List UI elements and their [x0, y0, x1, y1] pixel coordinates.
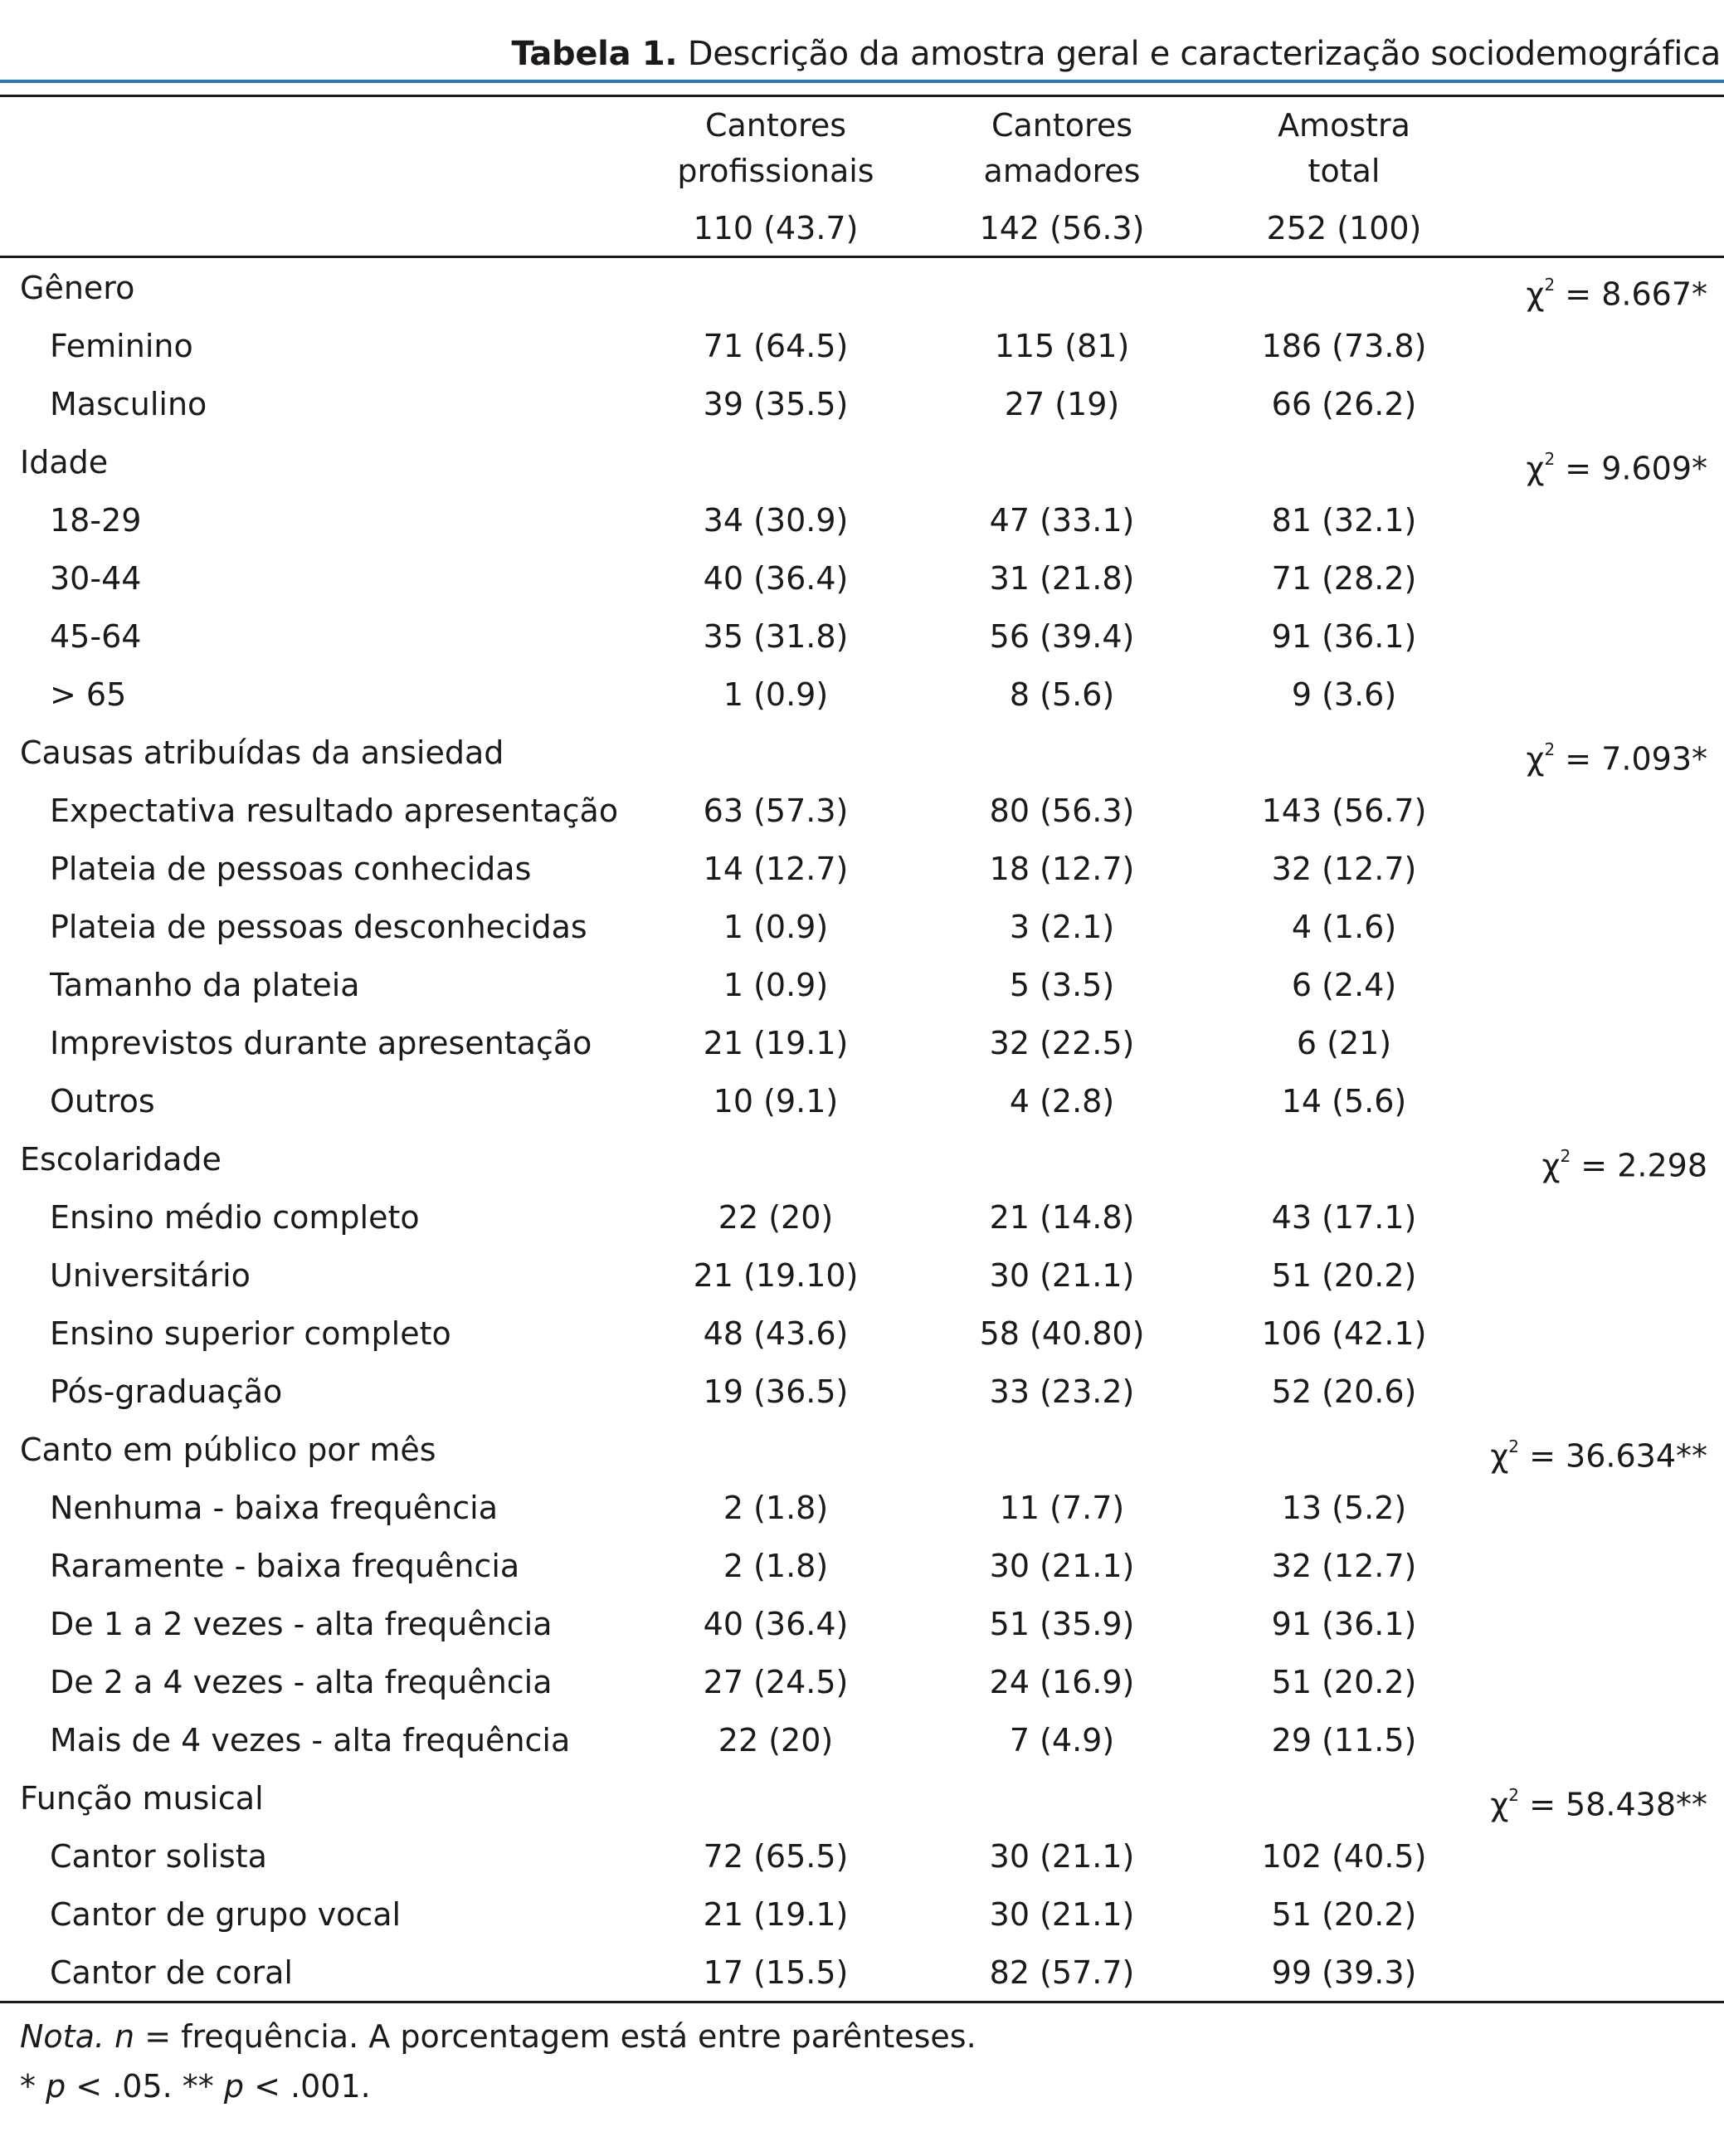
chi-square-stat	[1527, 259, 1707, 324]
chi-value: 7.093*	[1601, 740, 1707, 778]
chi-symbol: χ	[1490, 1786, 1509, 1823]
table-cell: 27 (19)	[1004, 386, 1120, 422]
table-bottom-rule	[0, 2001, 1724, 2003]
row-label: 30-44	[50, 560, 142, 597]
group-row	[0, 724, 1724, 782]
chi-equals: =	[1571, 1147, 1618, 1184]
row-label: Ensino médio completo	[50, 1199, 420, 1236]
table-cell: 22 (20)	[718, 1722, 834, 1758]
row-label: Cantor de grupo vocal	[50, 1896, 402, 1933]
group-row	[0, 259, 1724, 317]
table-cell: 32 (12.7)	[1271, 1548, 1417, 1584]
table-row	[0, 317, 1724, 375]
table-cell: 82 (57.7)	[989, 1954, 1135, 1991]
table-cell: 6 (21)	[1296, 1025, 1392, 1061]
table-cell: 1 (0.9)	[723, 909, 829, 945]
table-row	[0, 1188, 1724, 1246]
row-label: De 2 a 4 vezes - alta frequência	[50, 1664, 553, 1700]
row-label: Ensino superior completo	[50, 1315, 451, 1352]
table-row	[0, 666, 1724, 724]
chi-equals: =	[1555, 276, 1602, 313]
table-cell: 81 (32.1)	[1271, 502, 1417, 539]
table-cell: 72 (65.5)	[703, 1838, 849, 1875]
row-label: Tamanho da plateia	[50, 967, 360, 1003]
row-label: Cantor solista	[50, 1838, 267, 1875]
table-row	[0, 1595, 1724, 1653]
group-row	[0, 433, 1724, 491]
table-cell: 1 (0.9)	[723, 676, 829, 713]
table-cell: 30 (21.1)	[989, 1548, 1135, 1584]
table-cell: 4 (1.6)	[1291, 909, 1397, 945]
table-cell: 30 (21.1)	[989, 1838, 1135, 1875]
table-cell: 2 (1.8)	[723, 1548, 829, 1584]
chi-exponent: 2	[1508, 1437, 1520, 1456]
table-row	[0, 1827, 1724, 1885]
table-cell: 56 (39.4)	[989, 618, 1135, 655]
column-header-line: Amostra	[1278, 107, 1410, 144]
row-label: Outros	[50, 1083, 155, 1119]
table-row	[0, 607, 1724, 666]
chi-equals: =	[1555, 450, 1602, 487]
table-cell: 7 (4.9)	[1009, 1722, 1115, 1758]
chi-symbol: χ	[1526, 450, 1545, 487]
chi-value: 8.667*	[1601, 276, 1707, 313]
column-header-amateur	[937, 103, 1186, 251]
table-cell: 51 (20.2)	[1271, 1896, 1417, 1933]
table-cell: 99 (39.3)	[1271, 1954, 1417, 1991]
table-cell: 43 (17.1)	[1271, 1199, 1417, 1236]
note-n: n	[114, 2018, 135, 2055]
note-p: p	[46, 2068, 66, 2105]
table-cell: 21 (19.1)	[703, 1896, 849, 1933]
table-caption	[511, 35, 1721, 73]
table-cell: 6 (2.4)	[1291, 967, 1397, 1003]
row-label: Expectativa resultado apresentação	[50, 793, 619, 829]
chi-square-stat	[1490, 1769, 1707, 1834]
table-row	[0, 1885, 1724, 1944]
table-cell: 21 (19.1)	[703, 1025, 849, 1061]
table-cell: 71 (64.5)	[703, 328, 849, 364]
table-cell: 143 (56.7)	[1261, 793, 1427, 829]
column-header-line: profissionais	[677, 153, 874, 189]
table-row	[0, 782, 1724, 840]
chi-exponent: 2	[1544, 739, 1556, 759]
group-label: Canto em público por mês	[20, 1432, 436, 1468]
chi-exponent: 2	[1544, 275, 1556, 295]
column-header-professional	[651, 103, 900, 251]
note-star: *	[20, 2068, 46, 2105]
table-row	[0, 898, 1724, 956]
chi-square-stat	[1527, 724, 1707, 788]
row-label: Imprevistos durante apresentação	[50, 1025, 592, 1061]
table-cell: 186 (73.8)	[1261, 328, 1427, 364]
table-row	[0, 956, 1724, 1014]
table-cell: 33 (23.2)	[989, 1373, 1135, 1410]
table-cell: 66 (26.2)	[1271, 386, 1417, 422]
column-header-line: Cantores	[991, 107, 1133, 144]
table-header-rule	[0, 256, 1724, 258]
table-cell: 5 (3.5)	[1009, 967, 1115, 1003]
table-cell: 9 (3.6)	[1291, 676, 1397, 713]
row-label: 18-29	[50, 502, 142, 539]
caption-rule	[0, 80, 1724, 83]
table-cell: 13 (5.2)	[1281, 1490, 1407, 1526]
chi-equals: =	[1519, 1786, 1566, 1823]
table-cell: 29 (11.5)	[1271, 1722, 1417, 1758]
column-header-total	[1220, 103, 1468, 251]
table-cell: 21 (14.8)	[989, 1199, 1135, 1236]
table-cell: 34 (30.9)	[703, 502, 849, 539]
table-cell: 21 (19.10)	[693, 1257, 859, 1294]
table-cell: 8 (5.6)	[1009, 676, 1115, 713]
table-row	[0, 1246, 1724, 1305]
table-cell: 27 (24.5)	[703, 1664, 849, 1700]
table-cell: 115 (81)	[994, 328, 1130, 364]
group-label: Escolaridade	[20, 1141, 222, 1178]
chi-exponent: 2	[1544, 449, 1556, 469]
group-label: Idade	[20, 444, 109, 480]
note-label: Nota.	[20, 2018, 105, 2055]
table-cell: 14 (5.6)	[1281, 1083, 1407, 1119]
table-row	[0, 375, 1724, 433]
table-cell: 24 (16.9)	[989, 1664, 1135, 1700]
chi-value: 36.634**	[1566, 1437, 1707, 1475]
column-header-n: 142 (56.3)	[979, 210, 1145, 246]
table-caption-label: Tabela 1.	[511, 35, 678, 73]
table-cell: 51 (20.2)	[1271, 1257, 1417, 1294]
note-text: < .05. **	[66, 2068, 224, 2105]
group-label: Causas atribuídas da ansiedad	[20, 734, 504, 771]
chi-value: 9.609*	[1601, 450, 1707, 487]
table-body	[0, 259, 1724, 2002]
table-row	[0, 1944, 1724, 2002]
table-cell: 1 (0.9)	[723, 967, 829, 1003]
group-row	[0, 1130, 1724, 1188]
table-row	[0, 1479, 1724, 1537]
table-row	[0, 549, 1724, 607]
chi-value: 2.298	[1617, 1147, 1707, 1184]
column-header-n: 110 (43.7)	[693, 210, 859, 246]
column-header-line: amadores	[983, 153, 1141, 189]
chi-value: 58.438**	[1566, 1786, 1707, 1823]
column-header-line: total	[1308, 153, 1381, 189]
group-row	[0, 1421, 1724, 1479]
note-text: < .001.	[244, 2068, 371, 2105]
chi-equals: =	[1519, 1437, 1566, 1475]
table-row	[0, 1363, 1724, 1421]
table-row	[0, 1537, 1724, 1595]
table-cell: 106 (42.1)	[1261, 1315, 1427, 1352]
table-cell: 31 (21.8)	[989, 560, 1135, 597]
table-cell: 17 (15.5)	[703, 1954, 849, 1991]
table-cell: 30 (21.1)	[989, 1257, 1135, 1294]
row-label: 45-64	[50, 618, 142, 655]
table-cell: 32 (22.5)	[989, 1025, 1135, 1061]
group-row	[0, 1769, 1724, 1827]
table-cell: 40 (36.4)	[703, 1606, 849, 1642]
row-label: Plateia de pessoas desconhecidas	[50, 909, 587, 945]
table-cell: 10 (9.1)	[713, 1083, 839, 1119]
row-label: Pós-graduação	[50, 1373, 283, 1410]
table-cell: 91 (36.1)	[1271, 618, 1417, 655]
row-label: Nenhuma - baixa frequência	[50, 1490, 498, 1526]
column-header-line: Cantores	[704, 107, 847, 144]
table-cell: 48 (43.6)	[703, 1315, 849, 1352]
table-cell: 51 (20.2)	[1271, 1664, 1417, 1700]
table-row	[0, 1072, 1724, 1130]
note-p: p	[223, 2068, 245, 2105]
chi-symbol: χ	[1526, 740, 1545, 778]
table-row	[0, 1014, 1724, 1072]
table-row	[0, 491, 1724, 549]
table-row	[0, 840, 1724, 898]
table-cell: 35 (31.8)	[703, 618, 849, 655]
significance-note	[20, 2061, 371, 2111]
table-cell: 91 (36.1)	[1271, 1606, 1417, 1642]
table-cell: 102 (40.5)	[1261, 1838, 1427, 1875]
chi-equals: =	[1555, 740, 1602, 778]
chi-square-stat	[1542, 1130, 1707, 1195]
table-cell: 32 (12.7)	[1271, 851, 1417, 887]
table-cell: 3 (2.1)	[1009, 909, 1115, 945]
table-row	[0, 1711, 1724, 1769]
column-header-n: 252 (100)	[1266, 210, 1422, 246]
table-cell: 40 (36.4)	[703, 560, 849, 597]
table-cell: 39 (35.5)	[703, 386, 849, 422]
group-label: Gênero	[20, 270, 135, 306]
table-cell: 63 (57.3)	[703, 793, 849, 829]
row-label: Plateia de pessoas conhecidas	[50, 851, 532, 887]
chi-square-stat	[1490, 1421, 1707, 1485]
table-note	[20, 2012, 976, 2061]
table-cell: 2 (1.8)	[723, 1490, 829, 1526]
row-label: Universitário	[50, 1257, 251, 1294]
row-label: Cantor de coral	[50, 1954, 293, 1991]
chi-symbol: χ	[1490, 1437, 1509, 1475]
table-row	[0, 1653, 1724, 1711]
table-cell: 47 (33.1)	[989, 502, 1135, 539]
table-caption-text: Descrição da amostra geral e caracterização sociodemográfica	[687, 35, 1721, 73]
table-cell: 11 (7.7)	[999, 1490, 1125, 1526]
table-cell: 22 (20)	[718, 1199, 834, 1236]
table-cell: 58 (40.80)	[979, 1315, 1145, 1352]
table-cell: 14 (12.7)	[703, 851, 849, 887]
chi-exponent: 2	[1508, 1785, 1520, 1805]
table-cell: 51 (35.9)	[989, 1606, 1135, 1642]
table-top-rule	[0, 95, 1724, 97]
row-label: Masculino	[50, 386, 207, 422]
table-cell: 18 (12.7)	[989, 851, 1135, 887]
table-row	[0, 1305, 1724, 1363]
chi-exponent: 2	[1560, 1146, 1571, 1166]
table-cell: 80 (56.3)	[989, 793, 1135, 829]
group-label: Função musical	[20, 1780, 264, 1817]
row-label: Raramente - baixa frequência	[50, 1548, 520, 1584]
table-cell: 19 (36.5)	[703, 1373, 849, 1410]
chi-symbol: χ	[1526, 276, 1545, 313]
row-label: Feminino	[50, 328, 193, 364]
table-cell: 4 (2.8)	[1009, 1083, 1115, 1119]
table-cell: 30 (21.1)	[989, 1896, 1135, 1933]
chi-symbol: χ	[1541, 1147, 1561, 1184]
note-text: = frequência. A porcentagem está entre parênteses.	[134, 2018, 976, 2055]
row-label: > 65	[50, 676, 127, 713]
chi-square-stat	[1527, 433, 1707, 498]
table-cell: 52 (20.6)	[1271, 1373, 1417, 1410]
table-cell: 71 (28.2)	[1271, 560, 1417, 597]
row-label: Mais de 4 vezes - alta frequência	[50, 1722, 571, 1758]
row-label: De 1 a 2 vezes - alta frequência	[50, 1606, 553, 1642]
